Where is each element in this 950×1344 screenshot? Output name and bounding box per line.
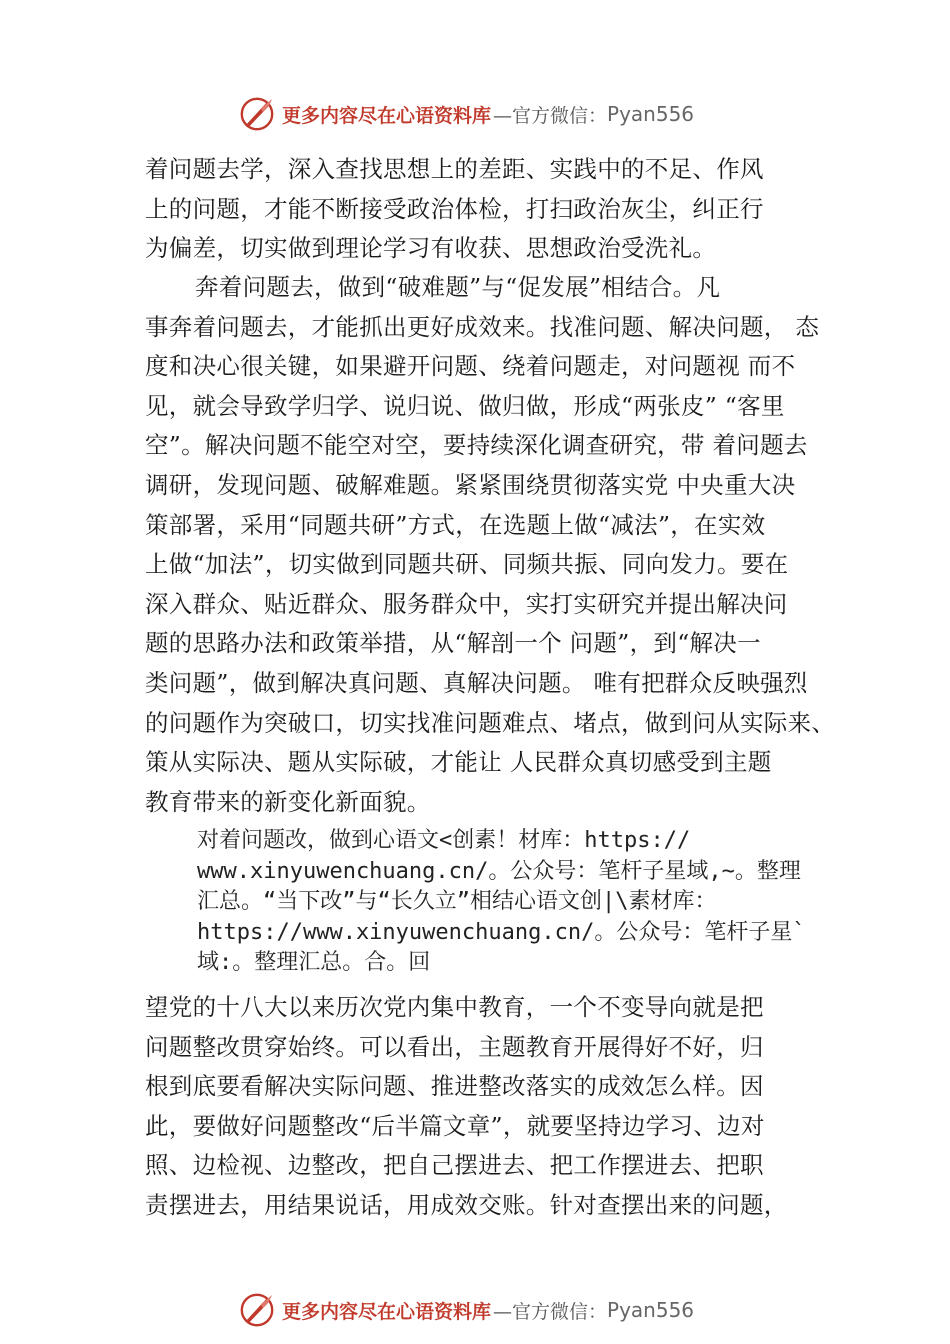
quill-logo-icon: [238, 95, 276, 133]
text-line: 题的思路办法和政策举措，从“解剖一个 问题”，到“解决一: [145, 629, 761, 658]
text-line: 上的问题，才能不断接受政治体检，打扫政治灰尘，纠正行: [145, 194, 764, 223]
text-line: 见，就会导致学归学、说归说、做归做，形成“两张皮” “客里: [145, 391, 785, 420]
header-brand: 更多内容尽在心语资料库: [282, 104, 492, 127]
text-line: 问题整改贯穿始终。可以看出，主题教育开展得好不好，归: [145, 1032, 764, 1061]
quill-logo-icon: [238, 1291, 276, 1329]
text-line: 类问题”，做到解决真问题、真解决问题。 唯有把群众反映强烈: [145, 668, 808, 697]
text-line: 事奔着问题去，才能抓出更好成效来。找准问题、解决问题， 态: [145, 312, 820, 341]
text-line: 教育带来的新变化新面貌。: [145, 787, 431, 816]
text-line: 深入群众、贴近群众、服务群众中，实打实研究并提出解决问: [145, 589, 788, 618]
text-line: 调研，发现问题、破解难题。紧紧围绕贯彻落实党 中央重大决: [145, 470, 796, 499]
text-line: 责摆进去，用结果说话，用成效交账。针对查摆出来的问题，: [145, 1190, 788, 1219]
paragraph-4: [145, 988, 845, 1226]
paragraph-2: [145, 268, 845, 822]
paragraph-1: [145, 150, 845, 269]
page-footer: [238, 1290, 738, 1330]
text-line: 望党的十八大以来历次党内集中教育，一个不变导向就是把: [145, 993, 764, 1021]
text-line: 着问题去学，深入查找思想上的差距、实践中的不足、作风: [145, 155, 764, 183]
footer-brand: 更多内容尽在心语资料库: [282, 1300, 492, 1323]
text-line: 策从实际决、题从实际破，才能让 人民群众真切感受到主题: [145, 748, 772, 777]
text-line: 的问题作为突破口，切实找准问题难点、堵点，做到问从实际来、: [145, 708, 836, 737]
text-line: 根到底要看解决实际问题、推进整改落实的成效怎么样。因: [145, 1072, 764, 1101]
text-line: 此，要做好问题整改“后半篇文章”，就要坚持边学习、边对: [145, 1111, 765, 1140]
text-line: 汇总。“当下改”与“长久立”相结心语文创|\素材库：: [197, 889, 717, 915]
page-header: [238, 94, 738, 134]
text-line: www.xinyuwenchuang.cn/。公众号：笔杆子星域,~。整理: [197, 858, 801, 884]
header-sub: —官方微信：: [493, 104, 608, 127]
text-line: 策部署，采用“同题共研”方式，在选题上做“减法”，在实效: [145, 510, 766, 539]
text-line: 为偏差，切实做到理论学习有收获、思想政治受洗礼。: [145, 234, 717, 263]
text-line: 照、边检视、边整改，把自己摆进去、把工作摆进去、把职: [145, 1151, 764, 1180]
text-line: 对着问题改，做到心语文<创素！材库：https://: [197, 828, 691, 853]
text-line: 上做“加法”，切实做到同题共研、同频共振、同向发力。要在: [145, 550, 789, 579]
header-wechat-id: Pyan556: [607, 102, 695, 126]
text-line: 度和决心很关键，如果避开问题、绕着问题走，对问题视 而不: [145, 352, 796, 381]
footer-sub: —官方微信：: [493, 1300, 608, 1323]
text-line: 域:。整理汇总。合。回: [197, 950, 431, 976]
footer-wechat-id: Pyan556: [607, 1298, 695, 1322]
text-line: https://www.xinyuwenchuang.cn/。公众号：笔杆子星`: [197, 919, 806, 945]
paragraph-3: [197, 826, 847, 979]
text-line: 奔着问题去，做到“破难题”与“促发展”相结合。凡: [195, 273, 721, 301]
text-line: 空”。解决问题不能空对空，要持续深化调查研究，带 着问题去: [145, 431, 808, 460]
